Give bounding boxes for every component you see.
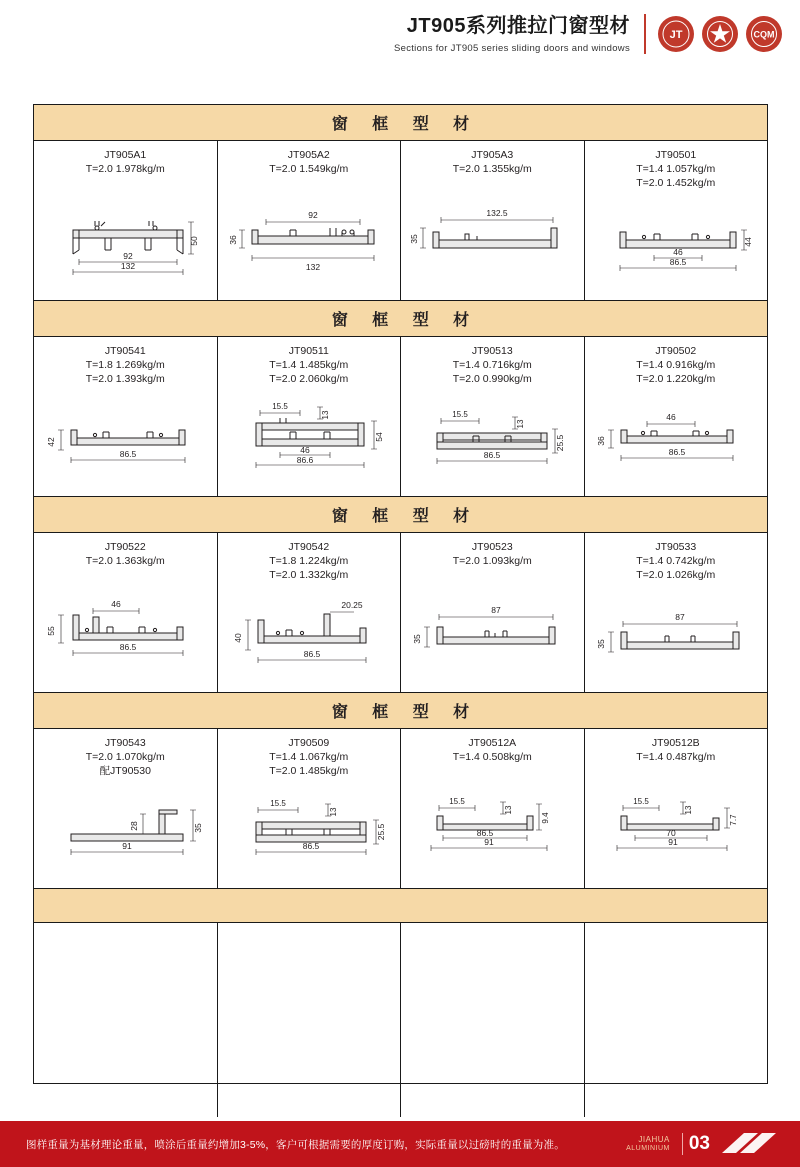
svg-text:CQM: CQM (753, 29, 775, 40)
svg-text:7.7: 7.7 (728, 814, 738, 826)
profile-caption (269, 149, 348, 177)
profile-figure-JT90501 (591, 191, 762, 296)
svg-text:87: 87 (491, 605, 501, 616)
svg-text:13: 13 (516, 419, 526, 429)
profile-spec-1: T=2.0 1.363kg/m (85, 554, 165, 567)
svg-text:9.4: 9.4 (541, 812, 551, 824)
profile-cell-JT90543[interactable] (34, 729, 218, 888)
svg-text:35: 35 (192, 823, 203, 834)
svg-text:15.5: 15.5 (269, 799, 286, 809)
star-certification-icon (702, 16, 738, 52)
profile-row-3 (34, 533, 767, 693)
svg-text:25.5: 25.5 (555, 435, 566, 452)
profile-spec-2: T=2.0 2.060kg/m (269, 372, 349, 385)
svg-text:132.5: 132.5 (486, 208, 508, 219)
profile-spec-1: T=2.0 1.070kg/m (85, 750, 165, 763)
profile-code: JT90501 (655, 149, 697, 161)
profile-cell-empty-1[interactable] (34, 923, 218, 1117)
profile-caption (269, 345, 348, 387)
profile-caption (86, 345, 165, 387)
profile-caption (86, 541, 165, 569)
profile-cell-empty-4[interactable] (585, 923, 768, 1117)
profile-caption (269, 541, 348, 583)
profile-spec-1: T=1.4 1.057kg/m (636, 162, 716, 175)
profile-sheet (33, 104, 768, 1084)
jt-logo-icon (658, 16, 694, 52)
dim-label: 50 (188, 236, 199, 247)
svg-text:15.5: 15.5 (452, 410, 469, 420)
profile-caption (636, 737, 715, 765)
svg-text:86.5: 86.5 (119, 642, 137, 653)
profile-code: JT90502 (655, 345, 697, 357)
certification-logos (646, 16, 782, 52)
svg-text:132: 132 (120, 261, 135, 272)
profile-caption (86, 149, 165, 177)
svg-text:40: 40 (232, 633, 243, 644)
svg-text:28: 28 (128, 821, 139, 832)
svg-text:86.5: 86.5 (302, 841, 320, 852)
profile-cell-JT90513[interactable] (401, 337, 585, 496)
svg-text:46: 46 (300, 445, 310, 456)
profile-figure-JT90542 (224, 583, 395, 688)
profile-figure-JT905A2 (224, 177, 395, 296)
profile-spec-2: T=2.0 1.485kg/m (269, 764, 349, 777)
svg-text:86.5: 86.5 (668, 447, 686, 458)
profile-caption (453, 345, 532, 387)
svg-text:15.5: 15.5 (449, 797, 466, 807)
profile-cell-JT90541[interactable] (34, 337, 218, 496)
profile-spec-1: T=2.0 1.978kg/m (85, 162, 165, 175)
profile-cell-JT90511[interactable] (218, 337, 402, 496)
profile-code: JT90512B (651, 737, 700, 749)
profile-caption (636, 541, 715, 583)
profile-row-2 (34, 337, 767, 497)
profile-caption (86, 737, 165, 779)
profile-figure-JT90512A (407, 765, 578, 884)
profile-code: JT905A1 (104, 149, 147, 161)
svg-text:86.5: 86.5 (119, 449, 137, 460)
svg-text:87: 87 (675, 612, 685, 623)
profile-figure-JT90533 (591, 583, 762, 688)
profile-row-5 (34, 923, 767, 1117)
svg-text:13: 13 (683, 805, 693, 815)
profile-spec-2: T=2.0 1.026kg/m (636, 568, 716, 581)
profile-code: JT90543 (104, 737, 146, 749)
svg-text:46: 46 (666, 412, 676, 423)
svg-text:35: 35 (596, 639, 607, 650)
profile-spec-1: T=1.4 0.742kg/m (636, 554, 716, 567)
profile-caption (453, 541, 532, 569)
section-band-3: 窗 框 型 材 (34, 497, 767, 533)
profile-spec-1: T=1.4 0.508kg/m (452, 750, 532, 763)
svg-text:86.6: 86.6 (296, 455, 314, 466)
section-band-2: 窗 框 型 材 (34, 301, 767, 337)
profile-spec-1: T=2.0 1.355kg/m (452, 162, 532, 175)
profile-figure-JT905A1 (40, 177, 211, 296)
section-band-5 (34, 889, 767, 923)
profile-row-1 (34, 141, 767, 301)
svg-text:54: 54 (373, 432, 384, 443)
profile-cell-JT90501[interactable] (585, 141, 768, 300)
profile-code: JT90533 (655, 541, 697, 553)
profile-caption (636, 149, 715, 191)
profile-spec-2: T=2.0 1.393kg/m (85, 372, 165, 385)
svg-text:35: 35 (409, 234, 420, 245)
svg-text:13: 13 (320, 410, 330, 420)
section-band-4: 窗 框 型 材 (34, 693, 767, 729)
profile-spec-2: T=2.0 0.990kg/m (452, 372, 532, 385)
profile-cell-empty-2[interactable] (218, 923, 402, 1117)
svg-text:42: 42 (45, 437, 56, 448)
footer-right (626, 1129, 800, 1159)
svg-text:36: 36 (596, 436, 607, 447)
profile-spec-1: T=1.4 0.487kg/m (636, 750, 716, 763)
svg-text:91: 91 (122, 841, 132, 852)
svg-text:13: 13 (504, 805, 514, 815)
profile-figure-JT90513 (407, 387, 578, 492)
svg-text:92: 92 (308, 210, 318, 221)
svg-text:46: 46 (111, 599, 121, 610)
profile-spec-1: T=2.0 1.093kg/m (452, 554, 532, 567)
profile-spec-2: T=2.0 1.452kg/m (636, 176, 716, 189)
profile-caption (636, 345, 715, 387)
profile-figure-JT90502 (591, 387, 762, 492)
profile-caption (269, 737, 348, 779)
profile-spec-1: T=1.8 1.269kg/m (85, 358, 165, 371)
page-footer (0, 1121, 800, 1167)
page-subtitle: Sections for JT905 series sliding doors and windows (393, 43, 630, 54)
profile-cell-JT905A1[interactable] (34, 141, 218, 300)
svg-text:25.5: 25.5 (375, 824, 386, 841)
brand-name-cn: JIAHUA (638, 1135, 670, 1145)
profile-figure-JT90509 (224, 779, 395, 884)
profile-spec-2: T=2.0 1.220kg/m (636, 372, 716, 385)
svg-text:15.5: 15.5 (271, 402, 288, 412)
header-titles (394, 14, 646, 54)
profile-cell-JT90512A[interactable] (401, 729, 585, 888)
profile-figure-JT90523 (407, 569, 578, 688)
footer-note: 图样重量为基材理论重量，喷涂后重量约增加3-5%，客户可根据需要的厚度订购，实际重量以过磅时的重量为准。 (26, 1138, 565, 1151)
profile-caption (453, 149, 532, 177)
svg-text:JT: JT (669, 29, 683, 41)
profile-spec-1: T=1.4 0.916kg/m (636, 358, 716, 371)
profile-code: JT90512A (468, 737, 517, 749)
profile-cell-JT90512B[interactable] (585, 729, 768, 888)
svg-text:86.5: 86.5 (483, 450, 501, 461)
profile-code: JT90541 (104, 345, 146, 357)
svg-text:70: 70 (666, 828, 676, 839)
profile-cell-JT90522[interactable] (34, 533, 218, 692)
svg-text:13: 13 (328, 807, 338, 817)
svg-text:91: 91 (668, 837, 678, 848)
svg-text:91: 91 (484, 837, 494, 848)
profile-code: JT90542 (288, 541, 330, 553)
page-title: JT905系列推拉门窗型材 (406, 15, 630, 37)
profile-figure-JT90543 (40, 779, 211, 884)
profile-code: JT905A2 (287, 149, 330, 161)
profile-spec-1: T=2.0 1.549kg/m (269, 162, 349, 175)
svg-text:46: 46 (673, 247, 683, 258)
cqm-certification-icon (746, 16, 782, 52)
profile-figure-JT90511 (224, 387, 395, 492)
section-band-1: 窗 框 型 材 (34, 105, 767, 141)
profile-cell-JT90523[interactable] (401, 533, 585, 692)
profile-code: JT90509 (288, 737, 330, 749)
svg-text:20.25: 20.25 (341, 600, 363, 611)
profile-code: JT90511 (288, 345, 329, 357)
profile-code: JT90523 (471, 541, 513, 553)
svg-text:55: 55 (45, 626, 56, 637)
profile-cell-JT905A2[interactable] (218, 141, 402, 300)
svg-text:132: 132 (305, 262, 320, 273)
svg-text:15.5: 15.5 (632, 797, 649, 807)
profile-code: JT905A3 (471, 149, 514, 161)
brand-swoosh-icon (718, 1129, 780, 1159)
profile-caption (453, 737, 532, 765)
profile-figure-JT905A3 (407, 177, 578, 296)
profile-cell-JT90542[interactable] (218, 533, 402, 692)
profile-cell-JT90502[interactable] (585, 337, 768, 496)
svg-text:36: 36 (227, 235, 238, 246)
svg-text:44: 44 (742, 237, 753, 248)
svg-text:86.5: 86.5 (476, 828, 494, 839)
profile-spec-2: 配JT90530 (99, 764, 151, 777)
svg-text:86.5: 86.5 (669, 257, 687, 268)
brand-block (626, 1135, 670, 1152)
page-header (0, 0, 800, 88)
profile-spec-2: T=2.0 1.332kg/m (269, 568, 349, 581)
svg-text:86.5: 86.5 (303, 649, 321, 660)
profile-spec-1: T=1.4 0.716kg/m (452, 358, 532, 371)
profile-cell-JT905A3[interactable] (401, 141, 585, 300)
brand-name-en: ALUMINIUM (626, 1144, 670, 1152)
svg-text:35: 35 (412, 634, 423, 645)
profile-spec-1: T=1.8 1.224kg/m (269, 554, 349, 567)
profile-spec-1: T=1.4 1.067kg/m (269, 750, 349, 763)
profile-figure-JT90512B (591, 765, 762, 884)
profile-row-4 (34, 729, 767, 889)
profile-figure-JT90541 (40, 387, 211, 492)
profile-code: JT90513 (471, 345, 513, 357)
profile-cell-JT90533[interactable] (585, 533, 768, 692)
profile-figure-JT90522 (40, 569, 211, 688)
page-number: 03 (682, 1133, 710, 1155)
svg-text:92: 92 (123, 251, 133, 262)
profile-cell-JT90509[interactable] (218, 729, 402, 888)
profile-spec-1: T=1.4 1.485kg/m (269, 358, 349, 371)
profile-code: JT90522 (104, 541, 146, 553)
profile-cell-empty-3[interactable] (401, 923, 585, 1117)
